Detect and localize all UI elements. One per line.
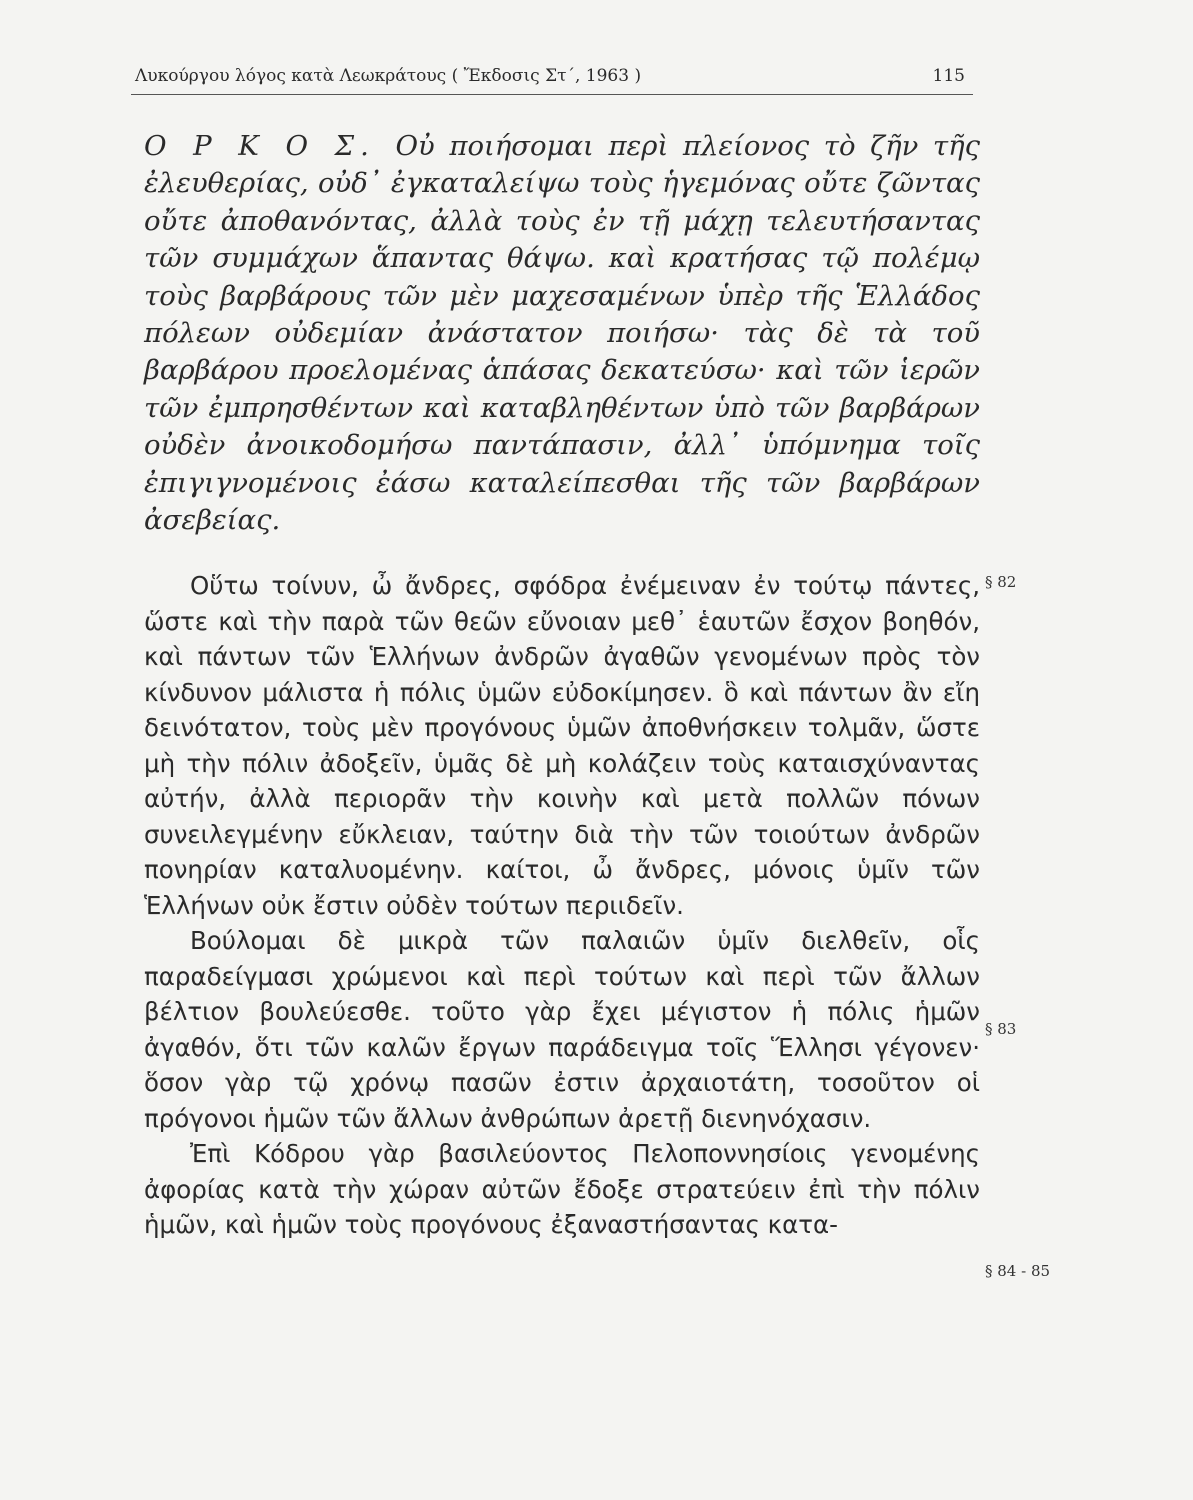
running-title: Λυκούργου λόγος κατὰ Λεωκράτους ( Ἔκδοσις Στ΄, 1963 ) bbox=[135, 66, 642, 86]
main-text bbox=[144, 568, 980, 1243]
page-header bbox=[131, 66, 973, 95]
section-marker-83: § 83 bbox=[985, 1020, 1017, 1038]
paragraph-section-84-85: Ἐπὶ Κόδρου γὰρ βασιλεύοντος Πελοποννησίοις γενομένης ἀφορίας κατὰ τὴν χώραν αὐτῶν ἔδοξε στρατεύειν ἐπὶ τὴν πόλιν ἡμῶν, καὶ ἡμῶν τοὺς προγόνους ἐξαναστήσαντας κατα- bbox=[144, 1139, 980, 1239]
oath-passage bbox=[144, 128, 980, 539]
section-marker-82: § 82 bbox=[985, 573, 1017, 591]
oath-text: Οὐ ποιήσομαι περὶ πλείονος τὸ ζῆν τῆς ἐλευθερίας, οὐδ᾽ ἐγκαταλείψω τοὺς ἡγεμόνας οὔτε ζῶντας οὔτε ἀποθανόντας, ἀλλὰ τοὺς ἐν τῇ μάχῃ τελευτήσαντας τῶν συμμάχων ἅπαντας θάψω. καὶ κρατήσας τῷ πολέμῳ τοὺς βαρβάρους τῶν μὲν μαχεσαμένων ὑπὲρ τῆς Ἑλλάδος πόλεων οὐδεμίαν ἀνάστατον ποιήσω· τὰς δὲ τὰ τοῦ βαρβάρου προελομένας ἁπάσας δεκατεύσω· καὶ τῶν ἱερῶν τῶν ἐμπρησθέντων καὶ καταβληθέντων ὑπὸ τῶν βαρβάρων οὐδὲν ἀνοικοδομήσω παντάπασιν, ἀλλ᾽ ὑπόμνημα τοῖς ἐπιγιγνομένοις ἐάσω καταλείπεσθαι τῆς τῶν βαρβάρων ἀσεβείας. bbox=[144, 130, 981, 537]
paragraph-section-82: Οὕτω τοίνυν, ὦ ἄνδρες, σφόδρα ἐνέμειναν ἐν τούτῳ πάντες, ὥστε καὶ τὴν παρὰ τῶν θεῶν εὔνοιαν μεθ᾽ ἑαυτῶν ἔσχον βοηθόν, καὶ πάντων τῶν Ἑλλήνων ἀνδρῶν ἀγαθῶν γενομένων πρὸς τὸν κίνδυνον μάλιστα ἡ πόλις ὑμῶν εὐδοκίμησεν. ὃ καὶ πάντων ἂν εἴη δεινότατον, τοὺς μὲν προγόνους ὑμῶν ἀποθνήσκειν τολμᾶν, ὥστε μὴ τὴν πόλιν ἀδοξεῖν, ὑμᾶς δὲ μὴ κολάζειν τοὺς καταισχύναντας αὐτήν, ἀλλὰ περιορᾶν τὴν κοινὴν καὶ μετὰ πολλῶν πόνων συνειλεγμένην εὔκλειαν, ταύτην διὰ τὴν τῶν τοιούτων ἀνδρῶν πονηρίαν καταλυομένην. καίτοι, ὦ ἄνδρες, μόνοις ὑμῖν τῶν Ἑλλήνων οὐκ ἔστιν οὐδὲν τούτων περιιδεῖν. bbox=[144, 571, 980, 920]
page-number: 115 bbox=[932, 66, 965, 86]
section-marker-84-85: § 84 - 85 bbox=[985, 1262, 1051, 1280]
paragraph-section-83: Βούλομαι δὲ μικρὰ τῶν παλαιῶν ὑμῖν διελθεῖν, οἷς παραδείγμασι χρώμενοι καὶ περὶ τούτων καὶ περὶ τῶν ἄλλων βέλτιον βουλεύεσθε. τοῦτο γὰρ ἔχει μέγιστον ἡ πόλις ἡμῶν ἀγαθόν, ὅτι τῶν καλῶν ἔργων παράδειγμα τοῖς Ἕλλησι γέγονεν· ὅσον γὰρ τῷ χρόνῳ πασῶν ἐστιν ἀρχαιοτάτη, τοσοῦτον οἱ πρόγονοι ἡμῶν τῶν ἄλλων ἀνθρώπων ἀρετῇ διενηνόχασιν. bbox=[144, 926, 980, 1133]
oath-title: Ο Ρ Κ Ο Σ. bbox=[144, 130, 375, 162]
